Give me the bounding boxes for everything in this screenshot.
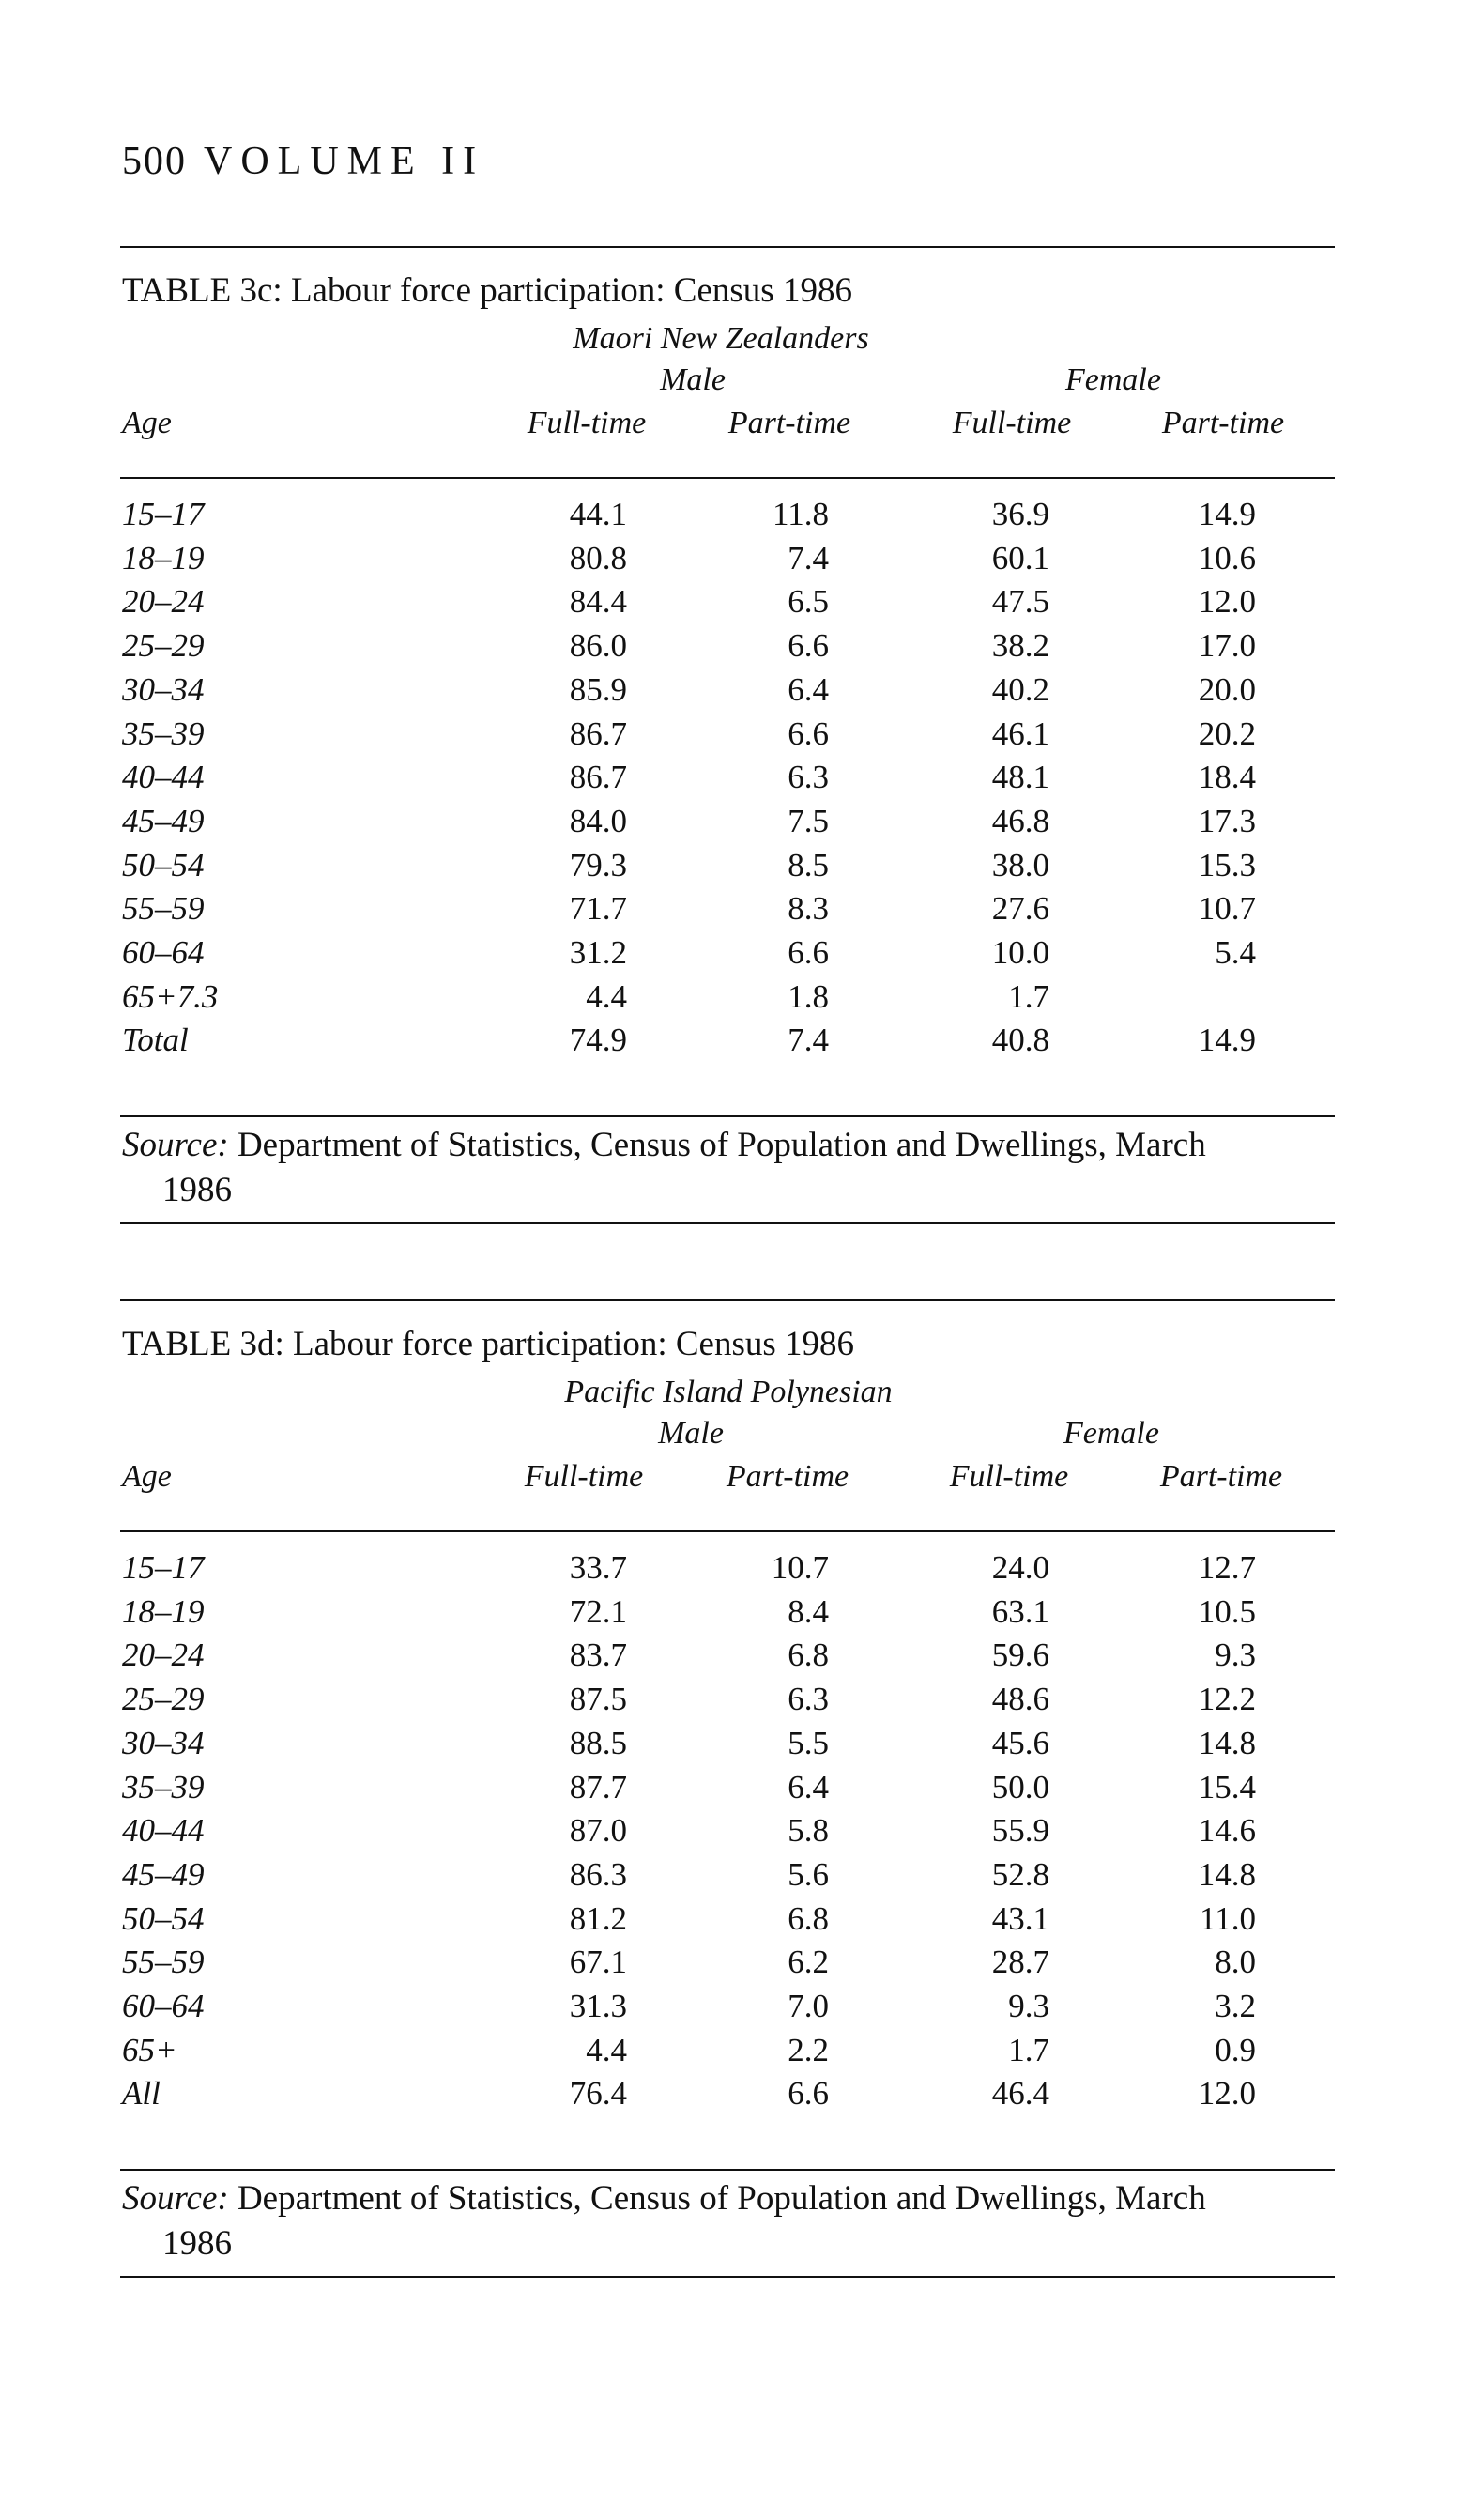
cell-male-full-time: 87.0 bbox=[569, 1812, 627, 1850]
cell-male-full-time: 84.0 bbox=[569, 802, 627, 839]
cell-male-full-time: 4.4 bbox=[586, 977, 627, 1015]
row-age: 30–34 bbox=[122, 670, 205, 708]
column-header-female-part-time: Part-time bbox=[1161, 406, 1285, 440]
cell-female-full-time: 46.4 bbox=[991, 2075, 1049, 2113]
header-rule bbox=[120, 477, 1335, 479]
cell-female-part-time bbox=[1115, 975, 1256, 1019]
cell-male-full-time: 31.2 bbox=[569, 934, 627, 971]
cell-female-part-time: 8.0 bbox=[1215, 1944, 1256, 1981]
cell-male-part-time: 1.8 bbox=[788, 977, 829, 1015]
table-title: TABLE 3c: Labour force participation: Census 1986 bbox=[122, 271, 852, 310]
cell-male-part-time: 6.4 bbox=[788, 1768, 829, 1806]
table-3c bbox=[120, 246, 1335, 1232]
male-group-header: Male bbox=[658, 1416, 724, 1451]
cell-female-part-time: 12.7 bbox=[1198, 1549, 1256, 1586]
female-group-header: Female bbox=[1065, 362, 1161, 397]
cell-male-part-time: 5.5 bbox=[788, 1724, 829, 1761]
female-group-header: Female bbox=[1063, 1416, 1159, 1451]
cell-male-full-time: 87.5 bbox=[569, 1681, 627, 1718]
row-age: 30–34 bbox=[122, 1724, 205, 1761]
row-age: 18–19 bbox=[122, 539, 205, 576]
row-age: 18–19 bbox=[122, 1592, 205, 1630]
cell-female-part-time: 10.7 bbox=[1198, 890, 1256, 928]
source-note bbox=[122, 2176, 1335, 2267]
row-age: 15–17 bbox=[122, 1549, 205, 1586]
cell-male-full-time: 76.4 bbox=[569, 2075, 627, 2113]
cell-male-full-time: 86.7 bbox=[569, 715, 627, 752]
cell-female-full-time: 1.7 bbox=[1008, 977, 1049, 1015]
cell-female-part-time: 10.6 bbox=[1198, 539, 1256, 576]
cell-male-full-time: 44.1 bbox=[569, 496, 627, 532]
top-rule bbox=[120, 1299, 1335, 1301]
source-text-continued: 1986 bbox=[162, 1171, 232, 1209]
cell-female-full-time: 60.1 bbox=[991, 539, 1049, 576]
cell-female-part-time: 14.8 bbox=[1198, 1724, 1256, 1761]
cell-female-part-time: 15.3 bbox=[1198, 846, 1256, 884]
cell-female-full-time: 24.0 bbox=[991, 1549, 1049, 1586]
cell-female-part-time: 14.8 bbox=[1198, 1855, 1256, 1893]
cell-female-full-time: 27.6 bbox=[991, 890, 1049, 928]
cell-female-full-time: 40.8 bbox=[991, 1022, 1049, 1059]
row-age: 55–59 bbox=[122, 1944, 205, 1981]
cell-female-part-time: 0.9 bbox=[1215, 2031, 1256, 2068]
row-age: 35–39 bbox=[122, 715, 205, 752]
source-text-continued: 1986 bbox=[162, 2224, 232, 2263]
column-header-age: Age bbox=[122, 1459, 172, 1494]
cell-female-full-time: 59.6 bbox=[991, 1637, 1049, 1674]
cell-male-part-time: 7.4 bbox=[788, 1022, 829, 1059]
cell-male-part-time: 6.2 bbox=[788, 1944, 829, 1981]
cell-male-full-time: 83.7 bbox=[569, 1637, 627, 1674]
row-age: 65+ bbox=[122, 2031, 177, 2068]
cell-female-part-time: 12.0 bbox=[1198, 2075, 1256, 2113]
page-number: 500 bbox=[122, 140, 187, 183]
cell-male-part-time: 8.3 bbox=[788, 890, 829, 928]
cell-female-part-time: 14.9 bbox=[1198, 1022, 1256, 1059]
body-bottom-rule bbox=[120, 2169, 1335, 2171]
top-rule bbox=[120, 246, 1335, 248]
column-header-female-full-time: Full-time bbox=[952, 406, 1072, 440]
table-title: TABLE 3d: Labour force participation: Census 1986 bbox=[122, 1325, 855, 1363]
cell-female-full-time: 40.2 bbox=[991, 670, 1049, 708]
cell-male-full-time: 85.9 bbox=[569, 670, 627, 708]
cell-female-full-time: 50.0 bbox=[991, 1768, 1049, 1806]
cell-female-part-time: 12.2 bbox=[1198, 1681, 1256, 1718]
cell-male-full-time: 4.4 bbox=[586, 2031, 627, 2068]
cell-male-full-time: 81.2 bbox=[569, 1899, 627, 1937]
source-label: Source: bbox=[122, 1126, 229, 1164]
bottom-rule bbox=[120, 1222, 1335, 1224]
cell-male-part-time: 11.8 bbox=[773, 496, 829, 532]
cell-male-part-time: 7.0 bbox=[788, 1988, 829, 2024]
cell-female-part-time: 3.2 bbox=[1215, 1988, 1256, 2024]
row-age: 65+7.3 bbox=[122, 977, 219, 1015]
cell-male-part-time: 5.6 bbox=[788, 1855, 829, 1893]
cell-male-part-time: 5.8 bbox=[788, 1812, 829, 1850]
column-header-female-part-time: Part-time bbox=[1159, 1459, 1283, 1494]
source-label: Source: bbox=[122, 2179, 229, 2218]
cell-male-part-time: 6.6 bbox=[788, 715, 829, 752]
cell-male-part-time: 2.2 bbox=[788, 2031, 829, 2068]
column-header-male-full-time: Full-time bbox=[524, 1459, 644, 1494]
running-head bbox=[122, 139, 484, 184]
row-age: 25–29 bbox=[122, 627, 205, 665]
cell-male-part-time: 6.5 bbox=[788, 583, 829, 621]
cell-female-full-time: 45.6 bbox=[991, 1724, 1049, 1761]
column-header-female-full-time: Full-time bbox=[949, 1459, 1069, 1494]
row-age: 25–29 bbox=[122, 1681, 205, 1718]
cell-male-full-time: 88.5 bbox=[569, 1724, 627, 1761]
row-age: 60–64 bbox=[122, 934, 205, 971]
cell-female-full-time: 10.0 bbox=[991, 934, 1049, 971]
row-age: 20–24 bbox=[122, 1637, 205, 1674]
cell-female-full-time: 38.0 bbox=[991, 846, 1049, 884]
cell-male-part-time: 8.5 bbox=[788, 846, 829, 884]
cell-male-full-time: 84.4 bbox=[569, 583, 627, 621]
cell-male-part-time: 6.6 bbox=[788, 627, 829, 665]
cell-male-full-time: 31.3 bbox=[569, 1988, 627, 2024]
cell-male-full-time: 86.3 bbox=[569, 1855, 627, 1893]
cell-female-full-time: 47.5 bbox=[991, 583, 1049, 621]
row-age: 45–49 bbox=[122, 802, 205, 839]
row-age: 35–39 bbox=[122, 1768, 205, 1806]
cell-female-part-time: 11.0 bbox=[1200, 1899, 1256, 1937]
cell-female-part-time: 14.9 bbox=[1198, 496, 1256, 532]
cell-male-full-time: 87.7 bbox=[569, 1768, 627, 1806]
cell-female-part-time: 17.3 bbox=[1198, 802, 1256, 839]
cell-female-full-time: 38.2 bbox=[991, 627, 1049, 665]
cell-male-full-time: 71.7 bbox=[569, 890, 627, 928]
cell-male-full-time: 67.1 bbox=[569, 1944, 627, 1981]
cell-female-full-time: 28.7 bbox=[991, 1944, 1049, 1981]
row-age: 55–59 bbox=[122, 890, 205, 928]
cell-male-part-time: 6.3 bbox=[788, 759, 829, 796]
cell-male-part-time: 6.6 bbox=[788, 2075, 829, 2113]
source-text: Department of Statistics, Census of Population and Dwellings, March bbox=[237, 2179, 1206, 2218]
cell-female-full-time: 43.1 bbox=[991, 1899, 1049, 1937]
cell-male-part-time: 7.4 bbox=[788, 539, 829, 576]
source-note bbox=[122, 1123, 1335, 1213]
cell-male-part-time: 6.8 bbox=[788, 1637, 829, 1674]
cell-male-part-time: 10.7 bbox=[771, 1549, 829, 1586]
cell-male-full-time: 86.0 bbox=[569, 627, 627, 665]
cell-female-part-time: 18.4 bbox=[1198, 759, 1256, 796]
cell-male-part-time: 7.5 bbox=[788, 802, 829, 839]
source-text: Department of Statistics, Census of Population and Dwellings, March bbox=[237, 1126, 1206, 1164]
cell-male-part-time: 6.8 bbox=[788, 1899, 829, 1937]
cell-female-part-time: 20.0 bbox=[1198, 670, 1256, 708]
header-rule bbox=[120, 1530, 1335, 1532]
cell-female-full-time: 36.9 bbox=[991, 496, 1049, 532]
row-age: 60–64 bbox=[122, 1988, 205, 2024]
cell-female-full-time: 46.8 bbox=[991, 802, 1049, 839]
cell-male-full-time: 86.7 bbox=[569, 759, 627, 796]
volume-label: VOLUME II bbox=[204, 140, 485, 183]
cell-male-full-time: 79.3 bbox=[569, 846, 627, 884]
cell-female-full-time: 55.9 bbox=[991, 1812, 1049, 1850]
cell-female-full-time: 9.3 bbox=[1008, 1988, 1049, 2024]
column-header-male-part-time: Part-time bbox=[726, 1459, 849, 1494]
column-header-male-full-time: Full-time bbox=[527, 406, 647, 440]
cell-male-part-time: 6.6 bbox=[788, 934, 829, 971]
cell-female-full-time: 52.8 bbox=[991, 1855, 1049, 1893]
cell-female-full-time: 48.1 bbox=[991, 759, 1049, 796]
cell-female-part-time: 12.0 bbox=[1198, 583, 1256, 621]
row-age: 50–54 bbox=[122, 846, 205, 884]
cell-female-full-time: 63.1 bbox=[991, 1592, 1049, 1630]
cell-female-part-time: 10.5 bbox=[1198, 1592, 1256, 1630]
row-age: 40–44 bbox=[122, 759, 205, 796]
cell-male-part-time: 6.3 bbox=[788, 1681, 829, 1718]
cell-female-part-time: 20.2 bbox=[1198, 715, 1256, 752]
table-3d bbox=[120, 1299, 1335, 2285]
cell-male-full-time: 80.8 bbox=[569, 539, 627, 576]
cell-female-part-time: 5.4 bbox=[1215, 934, 1256, 971]
cell-female-part-time: 14.6 bbox=[1198, 1812, 1256, 1850]
cell-female-part-time: 15.4 bbox=[1198, 1768, 1256, 1806]
cell-female-part-time: 9.3 bbox=[1215, 1637, 1256, 1674]
cell-female-full-time: 46.1 bbox=[991, 715, 1049, 752]
row-age: 40–44 bbox=[122, 1812, 205, 1850]
column-header-male-part-time: Part-time bbox=[727, 406, 851, 440]
bottom-rule bbox=[120, 2276, 1335, 2278]
column-header-age: Age bbox=[122, 406, 172, 440]
row-age: 15–17 bbox=[122, 496, 205, 532]
population-label: Maori New Zealanders bbox=[573, 321, 869, 356]
row-age: 20–24 bbox=[122, 583, 205, 621]
cell-male-full-time: 74.9 bbox=[569, 1022, 627, 1059]
row-age: 45–49 bbox=[122, 1855, 205, 1893]
cell-female-part-time: 17.0 bbox=[1198, 627, 1256, 665]
cell-female-full-time: 1.7 bbox=[1008, 2031, 1049, 2068]
population-label: Pacific Island Polynesian bbox=[564, 1375, 893, 1409]
cell-male-full-time: 33.7 bbox=[569, 1549, 627, 1586]
body-bottom-rule bbox=[120, 1115, 1335, 1117]
row-age: All bbox=[122, 2075, 161, 2113]
row-age: 50–54 bbox=[122, 1899, 205, 1937]
cell-male-full-time: 72.1 bbox=[569, 1592, 627, 1630]
cell-female-full-time: 48.6 bbox=[991, 1681, 1049, 1718]
cell-male-part-time: 8.4 bbox=[788, 1592, 829, 1630]
row-age: Total bbox=[122, 1022, 189, 1059]
male-group-header: Male bbox=[660, 362, 726, 397]
cell-male-part-time: 6.4 bbox=[788, 670, 829, 708]
